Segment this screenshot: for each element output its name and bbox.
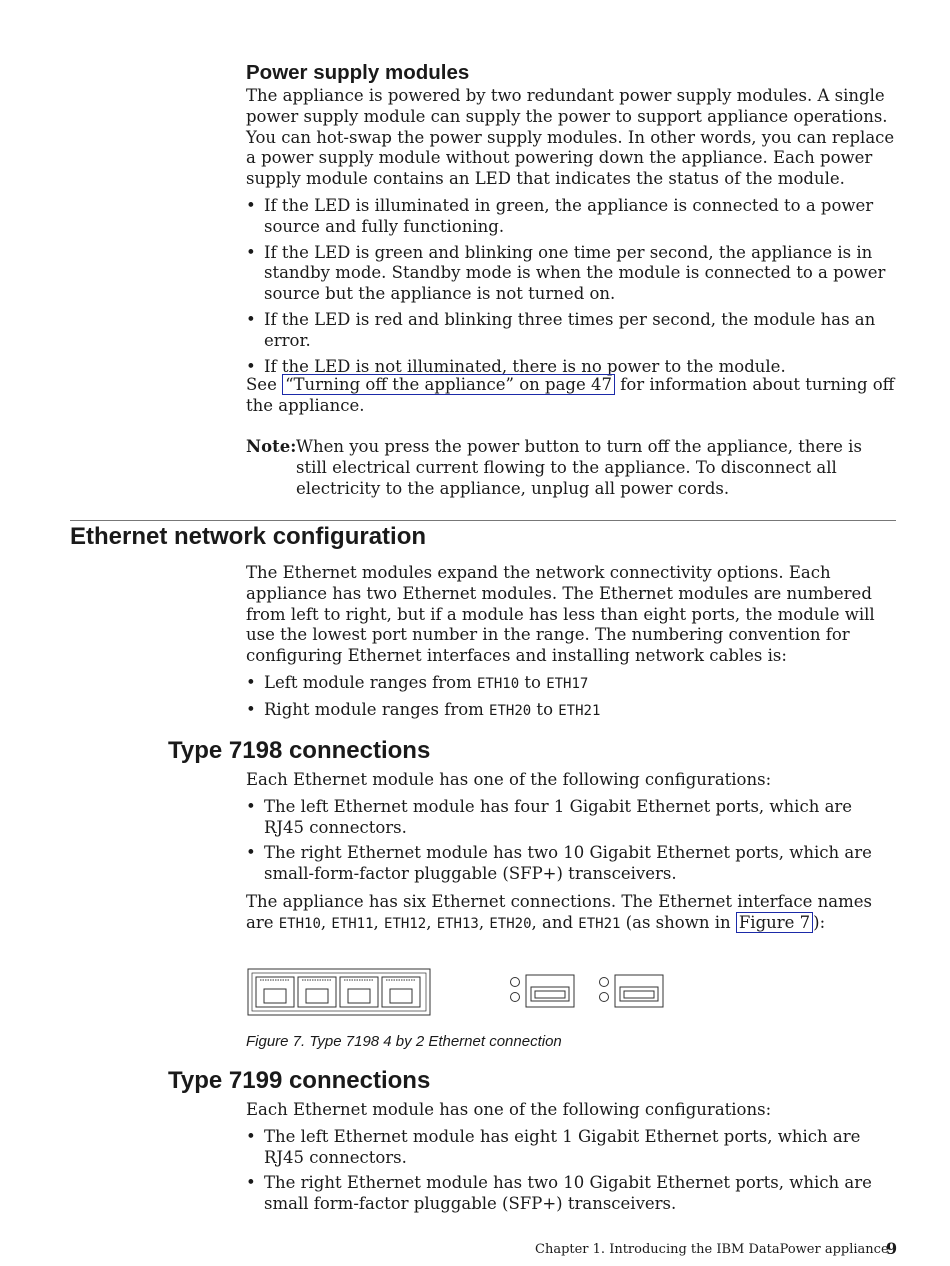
power-led-list <box>246 196 896 377</box>
type-7198-intro: Each Ethernet module has one of the following configurations: <box>246 770 772 789</box>
list-item: • If the LED is illuminated in green, the appliance is connected to a power source and fully functioning. <box>246 196 896 238</box>
see-suffix: for information about turning off the appliance. <box>246 375 895 415</box>
rj45-port <box>382 977 420 1007</box>
power-note <box>246 437 896 499</box>
type-7199-heading: Type 7199 connections <box>168 1067 431 1094</box>
type-7199-section <box>246 1100 896 1220</box>
ethernet-range-list <box>246 673 896 722</box>
power-supply-section <box>246 86 896 382</box>
power-intro: The appliance is powered by two redundant power supply modules. A single power supply module can supply the power to support appliance operations. You can hot-swap the power supply modules. In other words, you can replace a power supply module without powering down the appliance. Each power supply module contains an LED that indicates the status of the module. <box>246 86 895 189</box>
page-number: 9 <box>886 1239 898 1258</box>
rj45-port <box>256 977 294 1007</box>
type-7198-heading: Type 7198 connections <box>168 737 431 764</box>
ethernet-heading: Ethernet network configuration <box>70 523 427 550</box>
figure-7-caption: Figure 7. Type 7198 4 by 2 Ethernet connection <box>246 1033 562 1050</box>
list-item: • The right Ethernet module has two 10 Gigabit Ethernet ports, which are small form-factor pluggable (SFP+) transceivers. <box>246 1173 896 1215</box>
list-item: • Right module ranges from ETH20 to ETH21 <box>246 700 896 722</box>
type-7198-section <box>246 770 896 935</box>
sfp-module <box>511 975 664 1007</box>
rj45-module <box>248 969 430 1015</box>
section-divider <box>70 520 896 521</box>
ethernet-section <box>246 563 896 727</box>
turning-off-link[interactable]: “Turning off the appliance” on page 47 <box>282 374 615 395</box>
note-label: Note: <box>246 437 297 456</box>
code-eth20: ETH20 <box>489 702 532 719</box>
chapter-footer: Chapter 1. Introducing the IBM DataPower appliance <box>535 1242 889 1257</box>
ethernet-connection-figure <box>246 965 676 1020</box>
note-text: When you press the power button to turn off the appliance, there is still electrical current flowing to the appliance. To disconnect all electricity to the appliance, unplug all power cords. <box>296 437 862 498</box>
list-item: • The right Ethernet module has two 10 Gigabit Ethernet ports, which are small-form-factor pluggable (SFP+) transceivers. <box>246 843 896 885</box>
list-item: • If the LED is green and blinking one time per second, the appliance is in standby mode. Standby mode is when the module is connected to a power source but the appliance is not turned on. <box>246 243 896 305</box>
type-7198-config-list <box>246 797 896 885</box>
code-eth10: ETH10 <box>476 675 520 692</box>
type-7199-config-list <box>246 1127 896 1215</box>
rj45-port <box>298 977 336 1007</box>
ethernet-intro: The Ethernet modules expand the network connectivity options. Each appliance has two Ethernet modules. The Ethernet modules are numbered from left to right, but if a module has less than eight ports, the module will use the lowest port number in the range. The numbering convention for configuring Ethernet interfaces and installing network cables is: <box>246 563 875 666</box>
type-7199-intro: Each Ethernet module has one of the following configurations: <box>246 1100 772 1119</box>
list-item: • The left Ethernet module has four 1 Gigabit Ethernet ports, which are RJ45 connectors. <box>246 797 896 839</box>
list-item: • Left module ranges from ETH10 to ETH17 <box>246 673 896 695</box>
type-7198-names: The appliance has six Ethernet connections. The Ethernet interface names are ETH10, ETH11, ETH12, ETH13, ETH20, and ETH21 (as shown in Figure 7 ): <box>246 891 873 932</box>
list-item: • If the LED is not illuminated, there is no power to the module. <box>246 357 896 378</box>
power-supply-heading: Power supply modules <box>246 61 470 84</box>
list-item: • If the LED is red and blinking three times per second, the module has an error. <box>246 310 896 352</box>
rj45-port <box>340 977 378 1007</box>
see-turning-off-paragraph <box>246 375 896 417</box>
code-eth21: ETH21 <box>558 702 601 719</box>
code-eth17: ETH17 <box>546 675 589 692</box>
see-prefix: See <box>246 375 283 394</box>
list-item: • The left Ethernet module has eight 1 Gigabit Ethernet ports, which are RJ45 connectors. <box>246 1127 896 1169</box>
figure-7-link[interactable]: Figure 7 <box>736 912 813 933</box>
